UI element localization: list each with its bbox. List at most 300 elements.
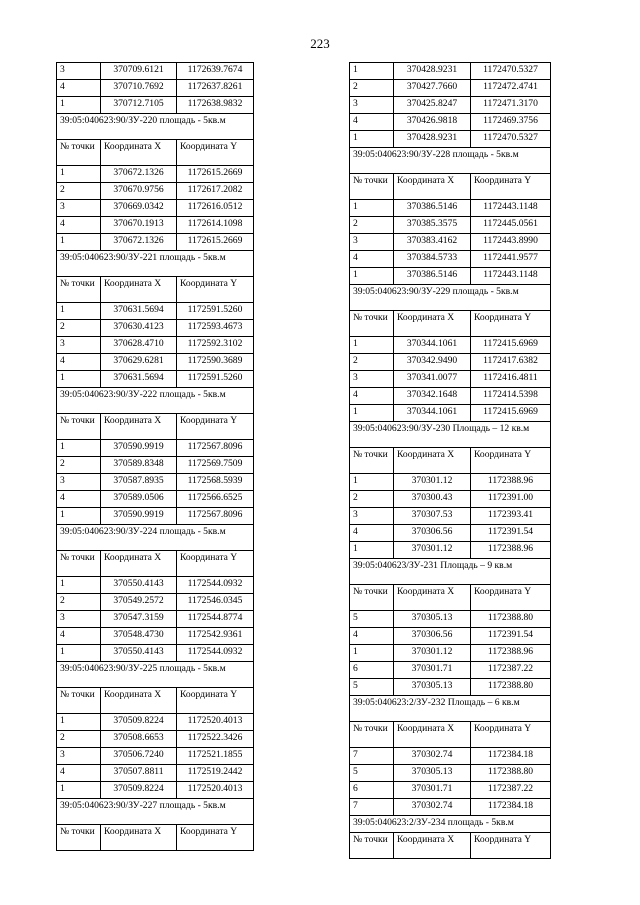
coordinate-y: 1172614.1098: [177, 217, 254, 234]
table-row: [57, 782, 254, 799]
plot-title-row: [350, 422, 551, 448]
table-header-row: [57, 551, 254, 577]
table-row: [57, 63, 254, 80]
table-row: [57, 748, 254, 765]
point-number: 2: [57, 731, 101, 748]
coordinate-y: 1172384.18: [471, 748, 551, 765]
table-row: [57, 337, 254, 354]
header-coordinate-x: Координата X: [394, 311, 471, 337]
plot-title: 39:05:040623:90/ЗУ-227 площадь - 5кв.м: [57, 799, 254, 825]
table-row: [350, 371, 551, 388]
coordinate-x: 370631.5694: [101, 303, 177, 320]
header-coordinate-y: Координата Y: [177, 688, 254, 714]
coordinate-x: 370587.8935: [101, 474, 177, 491]
coordinate-x: 370590.9919: [101, 440, 177, 457]
coordinate-x: 370425.8247: [394, 97, 471, 114]
plot-title: 39:05:040623:2/ЗУ-232 Площадь – 6 кв.м: [350, 696, 551, 722]
point-number: 6: [350, 782, 394, 799]
table-row: [350, 63, 551, 80]
table-row: [57, 303, 254, 320]
coordinate-y: 1172568.5939: [177, 474, 254, 491]
coordinate-x: 370547.3159: [101, 611, 177, 628]
coordinate-x: 370385.3575: [394, 217, 471, 234]
point-number: 4: [57, 80, 101, 97]
coordinate-y: 1172591.5260: [177, 371, 254, 388]
plot-title-row: [57, 388, 254, 414]
point-number: 1: [350, 474, 394, 491]
point-number: 1: [350, 405, 394, 422]
point-number: 1: [350, 200, 394, 217]
coordinate-x: 370548.4730: [101, 628, 177, 645]
table-row: [350, 491, 551, 508]
header-point-number: № точки: [57, 551, 101, 577]
coordinate-y: 1172637.8261: [177, 80, 254, 97]
table-row: [350, 748, 551, 765]
coordinate-x: 370301.12: [394, 542, 471, 559]
point-number: 6: [350, 662, 394, 679]
point-number: 5: [350, 611, 394, 628]
table-header-row: [57, 140, 254, 166]
point-number: 4: [57, 354, 101, 371]
header-coordinate-y: Координата Y: [471, 585, 551, 611]
coordinate-y: 1172520.4013: [177, 714, 254, 731]
point-number: 4: [57, 628, 101, 645]
table-header-row: [350, 448, 551, 474]
coordinate-y: 1172522.3426: [177, 731, 254, 748]
coordinate-y: 1172567.8096: [177, 440, 254, 457]
point-number: 1: [57, 97, 101, 114]
coordinate-x: 370630.4123: [101, 320, 177, 337]
plot-title: 39:05:040623:2/ЗУ-234 площадь - 5кв.м: [350, 816, 551, 833]
coordinate-x: 370302.74: [394, 748, 471, 765]
plot-title-row: [57, 114, 254, 140]
table-row: [350, 679, 551, 696]
table-row: [350, 388, 551, 405]
table-row: [350, 131, 551, 148]
header-coordinate-x: Координата X: [101, 551, 177, 577]
coordinate-x: 370670.1913: [101, 217, 177, 234]
coordinate-y: 1172384.18: [471, 799, 551, 816]
point-number: 4: [350, 388, 394, 405]
point-number: 4: [350, 628, 394, 645]
plot-title: 39:05:040623:90/ЗУ-221 площадь - 5кв.м: [57, 251, 254, 277]
coordinate-x: 370305.13: [394, 679, 471, 696]
table-row: [350, 645, 551, 662]
coordinate-y: 1172416.4811: [471, 371, 551, 388]
table-row: [57, 371, 254, 388]
table-row: [57, 457, 254, 474]
coordinate-y: 1172387.22: [471, 662, 551, 679]
header-coordinate-y: Координата Y: [177, 551, 254, 577]
coordinate-y: 1172544.0932: [177, 645, 254, 662]
header-point-number: № точки: [350, 311, 394, 337]
coordinate-y: 1172393.41: [471, 508, 551, 525]
coordinate-x: 370506.7240: [101, 748, 177, 765]
coordinate-y: 1172388.96: [471, 542, 551, 559]
plot-title-row: [57, 251, 254, 277]
header-point-number: № точки: [57, 825, 101, 851]
coordinate-x: 370302.74: [394, 799, 471, 816]
table-row: [350, 508, 551, 525]
coordinate-y: 1172470.5327: [471, 63, 551, 80]
point-number: 2: [350, 491, 394, 508]
header-coordinate-y: Координата Y: [177, 414, 254, 440]
coordinate-x: 370669.0342: [101, 200, 177, 217]
point-number: 1: [57, 440, 101, 457]
coordinate-x: 370307.53: [394, 508, 471, 525]
header-coordinate-x: Координата X: [394, 585, 471, 611]
coordinate-x: 370428.9231: [394, 131, 471, 148]
coordinate-y: 1172544.8774: [177, 611, 254, 628]
point-number: 3: [57, 611, 101, 628]
coordinate-x: 370629.6281: [101, 354, 177, 371]
coordinate-y: 1172569.7509: [177, 457, 254, 474]
point-number: 3: [350, 97, 394, 114]
coordinate-y: 1172567.8096: [177, 508, 254, 525]
table-row: [57, 645, 254, 662]
plot-title: 39:05:040623:90/ЗУ-225 площадь - 5кв.м: [57, 662, 254, 688]
table-row: [57, 714, 254, 731]
table-row: [350, 799, 551, 816]
coordinate-y: 1172443.1148: [471, 268, 551, 285]
coordinate-x: 370710.7692: [101, 80, 177, 97]
coordinate-x: 370301.71: [394, 782, 471, 799]
point-number: 1: [57, 714, 101, 731]
point-number: 2: [57, 183, 101, 200]
coordinate-x: 370672.1326: [101, 166, 177, 183]
coordinate-y: 1172519.2442: [177, 765, 254, 782]
table-row: [57, 594, 254, 611]
table-row: [57, 166, 254, 183]
point-number: 1: [57, 166, 101, 183]
point-number: 1: [57, 303, 101, 320]
coordinate-y: 1172388.80: [471, 765, 551, 782]
coordinate-y: 1172615.2669: [177, 166, 254, 183]
header-coordinate-y: Координата Y: [471, 174, 551, 200]
coordinate-x: 370344.1061: [394, 405, 471, 422]
point-number: 1: [57, 782, 101, 799]
coordinate-y: 1172472.4741: [471, 80, 551, 97]
table-row: [350, 525, 551, 542]
coordinate-x: 370589.0506: [101, 491, 177, 508]
header-coordinate-y: Координата Y: [177, 277, 254, 303]
coordinate-y: 1172470.5327: [471, 131, 551, 148]
coordinate-y: 1172593.4673: [177, 320, 254, 337]
coordinate-y: 1172638.9832: [177, 97, 254, 114]
coordinates-table-left: [56, 62, 254, 851]
table-row: [350, 662, 551, 679]
table-row: [57, 80, 254, 97]
header-coordinate-x: Координата X: [101, 277, 177, 303]
table-row: [350, 251, 551, 268]
coordinate-y: 1172566.6525: [177, 491, 254, 508]
point-number: 4: [350, 525, 394, 542]
coordinate-x: 370589.8348: [101, 457, 177, 474]
table-row: [57, 508, 254, 525]
table-row: [57, 577, 254, 594]
table-row: [57, 97, 254, 114]
point-number: 1: [57, 234, 101, 251]
table-row: [57, 611, 254, 628]
coordinate-y: 1172415.6969: [471, 337, 551, 354]
point-number: 1: [350, 337, 394, 354]
header-coordinate-x: Координата X: [394, 833, 471, 859]
coordinate-x: 370383.4162: [394, 234, 471, 251]
plot-title-row: [350, 696, 551, 722]
point-number: 7: [350, 748, 394, 765]
header-coordinate-x: Координата X: [394, 174, 471, 200]
header-point-number: № точки: [350, 174, 394, 200]
plot-title: 39:05:040623/ЗУ-231 Площадь – 9 кв.м: [350, 559, 551, 585]
coordinate-y: 1172415.6969: [471, 405, 551, 422]
table-header-row: [57, 825, 254, 851]
point-number: 2: [57, 320, 101, 337]
table-row: [350, 405, 551, 422]
table-header-row: [350, 311, 551, 337]
header-point-number: № точки: [350, 448, 394, 474]
point-number: 1: [350, 542, 394, 559]
header-coordinate-x: Координата X: [394, 722, 471, 748]
coordinates-table-right: [349, 62, 551, 859]
coordinate-x: 370305.13: [394, 765, 471, 782]
header-coordinate-x: Координата X: [394, 448, 471, 474]
table-row: [350, 268, 551, 285]
point-number: 3: [57, 63, 101, 80]
table-row: [57, 320, 254, 337]
table-header-row: [350, 833, 551, 859]
coordinate-x: 370509.8224: [101, 714, 177, 731]
point-number: 1: [57, 371, 101, 388]
point-number: 1: [57, 508, 101, 525]
coordinate-x: 370631.5694: [101, 371, 177, 388]
table-row: [350, 782, 551, 799]
coordinate-x: 370305.13: [394, 611, 471, 628]
coordinate-y: 1172443.8990: [471, 234, 551, 251]
point-number: 1: [350, 131, 394, 148]
coordinate-x: 370300.43: [394, 491, 471, 508]
plot-title: 39:05:040623:90/ЗУ-228 площадь - 5кв.м: [350, 148, 551, 174]
point-number: 1: [57, 645, 101, 662]
point-number: 2: [350, 80, 394, 97]
coordinate-x: 370509.8224: [101, 782, 177, 799]
page-number: 223: [310, 36, 330, 51]
coordinate-y: 1172617.2082: [177, 183, 254, 200]
coordinate-y: 1172445.0561: [471, 217, 551, 234]
header-coordinate-x: Координата X: [101, 825, 177, 851]
point-number: 4: [350, 114, 394, 131]
header-coordinate-y: Координата Y: [471, 448, 551, 474]
point-number: 1: [350, 268, 394, 285]
point-number: 3: [350, 371, 394, 388]
table-row: [350, 217, 551, 234]
coordinate-x: 370508.6653: [101, 731, 177, 748]
coordinate-x: 370386.5146: [394, 268, 471, 285]
coordinate-y: 1172615.2669: [177, 234, 254, 251]
coordinate-y: 1172592.3102: [177, 337, 254, 354]
header-coordinate-x: Координата X: [101, 688, 177, 714]
coordinate-x: 370342.1648: [394, 388, 471, 405]
point-number: 2: [57, 594, 101, 611]
coordinate-y: 1172388.96: [471, 474, 551, 491]
table-row: [57, 217, 254, 234]
coordinate-y: 1172546.0345: [177, 594, 254, 611]
coordinate-x: 370712.7105: [101, 97, 177, 114]
coordinate-x: 370341.0077: [394, 371, 471, 388]
header-point-number: № точки: [57, 414, 101, 440]
plot-title: 39:05:040623:90/ЗУ-230 Площадь – 12 кв.м: [350, 422, 551, 448]
table-row: [57, 731, 254, 748]
coordinate-x: 370301.12: [394, 645, 471, 662]
point-number: 1: [57, 577, 101, 594]
table-header-row: [350, 585, 551, 611]
header-coordinate-x: Координата X: [101, 414, 177, 440]
coordinate-x: 370670.9756: [101, 183, 177, 200]
table-header-row: [350, 722, 551, 748]
plot-title-row: [57, 662, 254, 688]
table-row: [350, 97, 551, 114]
coordinate-y: 1172388.96: [471, 645, 551, 662]
header-coordinate-y: Координата Y: [471, 311, 551, 337]
coordinate-y: 1172391.54: [471, 628, 551, 645]
coordinate-x: 370672.1326: [101, 234, 177, 251]
table-row: [57, 440, 254, 457]
coordinate-y: 1172521.1855: [177, 748, 254, 765]
coordinate-y: 1172443.1148: [471, 200, 551, 217]
plot-title-row: [350, 148, 551, 174]
plot-title-row: [350, 816, 551, 833]
coordinate-x: 370507.8811: [101, 765, 177, 782]
coordinate-y: 1172441.9577: [471, 251, 551, 268]
point-number: 3: [350, 234, 394, 251]
coordinate-x: 370342.9490: [394, 354, 471, 371]
coordinate-y: 1172387.22: [471, 782, 551, 799]
point-number: 3: [57, 474, 101, 491]
table-row: [350, 337, 551, 354]
table-row: [350, 765, 551, 782]
point-number: 4: [57, 765, 101, 782]
coordinate-y: 1172414.5398: [471, 388, 551, 405]
header-point-number: № точки: [350, 833, 394, 859]
coordinate-y: 1172388.80: [471, 679, 551, 696]
header-coordinate-y: Координата Y: [177, 140, 254, 166]
table-row: [350, 114, 551, 131]
plot-title: 39:05:040623:90/ЗУ-222 площадь - 5кв.м: [57, 388, 254, 414]
coordinate-x: 370306.56: [394, 628, 471, 645]
header-coordinate-x: Координата X: [101, 140, 177, 166]
point-number: 1: [350, 63, 394, 80]
table-header-row: [350, 174, 551, 200]
coordinate-y: 1172471.3170: [471, 97, 551, 114]
table-header-row: [57, 277, 254, 303]
coordinate-y: 1172417.6382: [471, 354, 551, 371]
header-coordinate-y: Координата Y: [471, 833, 551, 859]
coordinate-x: 370427.7660: [394, 80, 471, 97]
table-row: [57, 200, 254, 217]
table-row: [57, 474, 254, 491]
point-number: 3: [57, 200, 101, 217]
plot-title-row: [350, 559, 551, 585]
coordinate-x: 370590.9919: [101, 508, 177, 525]
point-number: 1: [350, 645, 394, 662]
coordinate-y: 1172591.5260: [177, 303, 254, 320]
coordinate-x: 370301.12: [394, 474, 471, 491]
plot-title: 39:05:040623:90/ЗУ-220 площадь - 5кв.м: [57, 114, 254, 140]
coordinate-x: 370549.2572: [101, 594, 177, 611]
coordinate-y: 1172388.80: [471, 611, 551, 628]
table-row: [57, 491, 254, 508]
table-row: [57, 354, 254, 371]
header-point-number: № точки: [350, 722, 394, 748]
coordinate-y: 1172616.0512: [177, 200, 254, 217]
point-number: 4: [57, 217, 101, 234]
table-header-row: [57, 688, 254, 714]
coordinate-x: 370344.1061: [394, 337, 471, 354]
table-row: [57, 234, 254, 251]
point-number: 4: [57, 491, 101, 508]
coordinate-y: 1172391.54: [471, 525, 551, 542]
coordinate-y: 1172469.3756: [471, 114, 551, 131]
table-row: [57, 183, 254, 200]
coordinate-x: 370628.4710: [101, 337, 177, 354]
coordinate-x: 370550.4143: [101, 645, 177, 662]
header-point-number: № точки: [57, 277, 101, 303]
point-number: 4: [350, 251, 394, 268]
coordinate-x: 370428.9231: [394, 63, 471, 80]
coordinate-y: 1172544.0932: [177, 577, 254, 594]
table-row: [350, 200, 551, 217]
table-row: [350, 234, 551, 251]
coordinate-x: 370550.4143: [101, 577, 177, 594]
coordinate-y: 1172590.3689: [177, 354, 254, 371]
coordinate-x: 370386.5146: [394, 200, 471, 217]
coordinate-y: 1172542.9361: [177, 628, 254, 645]
header-coordinate-y: Координата Y: [471, 722, 551, 748]
table-header-row: [57, 414, 254, 440]
point-number: 2: [57, 457, 101, 474]
coordinate-x: 370306.56: [394, 525, 471, 542]
plot-title: 39:05:040623:90/ЗУ-224 площадь - 5кв.м: [57, 525, 254, 551]
coordinate-x: 370384.5733: [394, 251, 471, 268]
coordinate-y: 1172520.4013: [177, 782, 254, 799]
point-number: 3: [350, 508, 394, 525]
table-row: [350, 542, 551, 559]
table-row: [57, 765, 254, 782]
point-number: 5: [350, 679, 394, 696]
coordinate-x: 370426.9818: [394, 114, 471, 131]
coordinate-y: 1172391.00: [471, 491, 551, 508]
coordinate-y: 1172639.7674: [177, 63, 254, 80]
point-number: 3: [57, 748, 101, 765]
coordinate-x: 370301.71: [394, 662, 471, 679]
header-point-number: № точки: [57, 140, 101, 166]
header-point-number: № точки: [57, 688, 101, 714]
plot-title-row: [57, 525, 254, 551]
point-number: 2: [350, 217, 394, 234]
table-row: [350, 611, 551, 628]
table-row: [350, 354, 551, 371]
plot-title-row: [350, 285, 551, 311]
table-row: [350, 474, 551, 491]
point-number: 3: [57, 337, 101, 354]
table-row: [350, 628, 551, 645]
table-row: [57, 628, 254, 645]
header-coordinate-y: Координата Y: [177, 825, 254, 851]
point-number: 2: [350, 354, 394, 371]
coordinate-x: 370709.6121: [101, 63, 177, 80]
point-number: 7: [350, 799, 394, 816]
point-number: 5: [350, 765, 394, 782]
plot-title: 39:05:040623:90/ЗУ-229 площадь - 5кв.м: [350, 285, 551, 311]
